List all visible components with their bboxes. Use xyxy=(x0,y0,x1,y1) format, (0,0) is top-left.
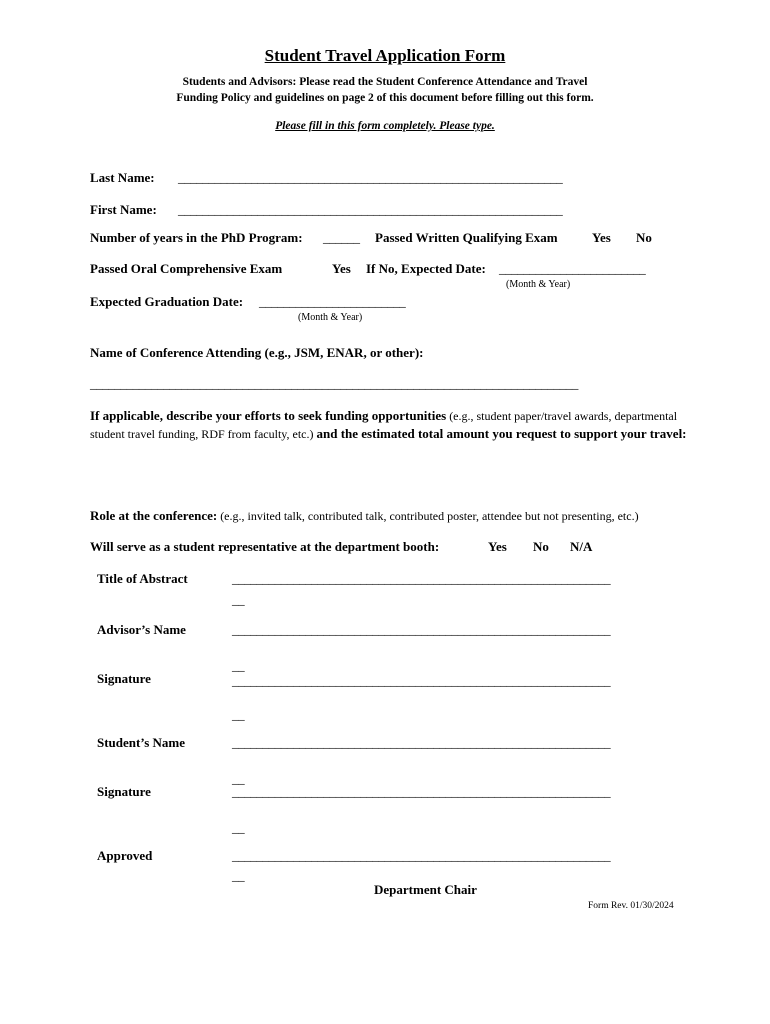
abstract-title-field[interactable]: ______________________________________________________________ xyxy=(232,571,611,586)
advisor-name-field-tail: __ xyxy=(232,658,245,673)
abstract-title-label: Title of Abstract xyxy=(97,571,188,586)
role-label: Role at the conference: xyxy=(90,508,218,523)
approved-field-tail: __ xyxy=(232,868,245,883)
first-name-field[interactable]: _______________________________________________________________ xyxy=(178,202,563,217)
approved-field[interactable]: ______________________________________________________________ xyxy=(232,848,611,863)
advisor-signature-label: Signature xyxy=(97,671,151,686)
approved-label: Approved xyxy=(97,848,153,863)
written-exam-no[interactable]: No xyxy=(636,230,652,245)
booth-yes[interactable]: Yes xyxy=(488,539,507,554)
booth-no[interactable]: No xyxy=(533,539,549,554)
funding-text-b: and the estimated total amount you request to support your travel: xyxy=(316,426,687,441)
advisor-signature-field-tail: __ xyxy=(232,707,245,722)
first-name-label: First Name: xyxy=(90,202,157,217)
student-signature-field[interactable]: ______________________________________________________________ xyxy=(232,784,611,799)
intro-line-2: Funding Policy and guidelines on page 2 of this document before filling out this form. xyxy=(176,92,594,104)
student-name-label: Student’s Name xyxy=(97,735,185,750)
funding-text-a: If applicable, describe your efforts to seek funding opportunities xyxy=(90,408,447,423)
funding-examples: (e.g., student paper/travel awards, departmental student travel funding, RDF from faculty, etc.) xyxy=(90,409,678,441)
expected-date-field[interactable]: ________________________ xyxy=(499,261,646,276)
student-signature-field-tail: __ xyxy=(232,820,245,835)
booth-na[interactable]: N/A xyxy=(570,539,593,554)
role-examples: (e.g., invited talk, contributed talk, contributed poster, attendee but not presenting, etc.) xyxy=(217,509,639,523)
graduation-date-label: Expected Graduation Date: xyxy=(90,294,244,309)
written-exam-yes[interactable]: Yes xyxy=(592,230,611,245)
form-revision: Form Rev. 01/30/2024 xyxy=(588,901,674,911)
phd-years-label: Number of years in the PhD Program: xyxy=(90,230,303,245)
advisor-name-field[interactable]: ______________________________________________________________ xyxy=(232,622,611,637)
advisor-signature-field[interactable]: ______________________________________________________________ xyxy=(232,673,611,688)
student-name-field-tail: __ xyxy=(232,771,245,786)
oral-exam-label: Passed Oral Comprehensive Exam xyxy=(90,261,283,276)
intro-line-1: Students and Advisors: Please read the Student Conference Attendance and Travel xyxy=(182,76,588,88)
oral-exam-yes[interactable]: Yes xyxy=(332,261,351,276)
graduation-date-field[interactable]: ________________________ xyxy=(259,294,406,309)
form-title: Student Travel Application Form xyxy=(264,46,506,65)
funding-paragraph xyxy=(90,407,690,443)
student-signature-label: Signature xyxy=(97,784,151,799)
expected-date-label: If No, Expected Date: xyxy=(366,261,486,276)
last-name-field[interactable]: _______________________________________________________________ xyxy=(178,170,563,185)
last-name-label: Last Name: xyxy=(90,170,155,185)
abstract-title-field-tail: __ xyxy=(232,592,245,607)
fill-instruction: Please fill in this form completely. Please type. xyxy=(275,120,495,132)
expected-date-hint: (Month & Year) xyxy=(506,279,571,290)
department-chair-label: Department Chair xyxy=(374,882,477,897)
conference-field[interactable]: ________________________________________________________________________________ xyxy=(90,376,579,391)
student-name-field[interactable]: ______________________________________________________________ xyxy=(232,735,611,750)
booth-label: Will serve as a student representative at the department booth: xyxy=(90,539,440,554)
written-exam-label: Passed Written Qualifying Exam xyxy=(375,230,558,245)
advisor-name-label: Advisor’s Name xyxy=(97,622,186,637)
conference-label: Name of Conference Attending (e.g., JSM, ENAR, or other): xyxy=(90,345,424,360)
role-line xyxy=(90,508,639,524)
phd-years-field[interactable]: ______ xyxy=(323,230,360,245)
graduation-date-hint: (Month & Year) xyxy=(298,312,363,323)
